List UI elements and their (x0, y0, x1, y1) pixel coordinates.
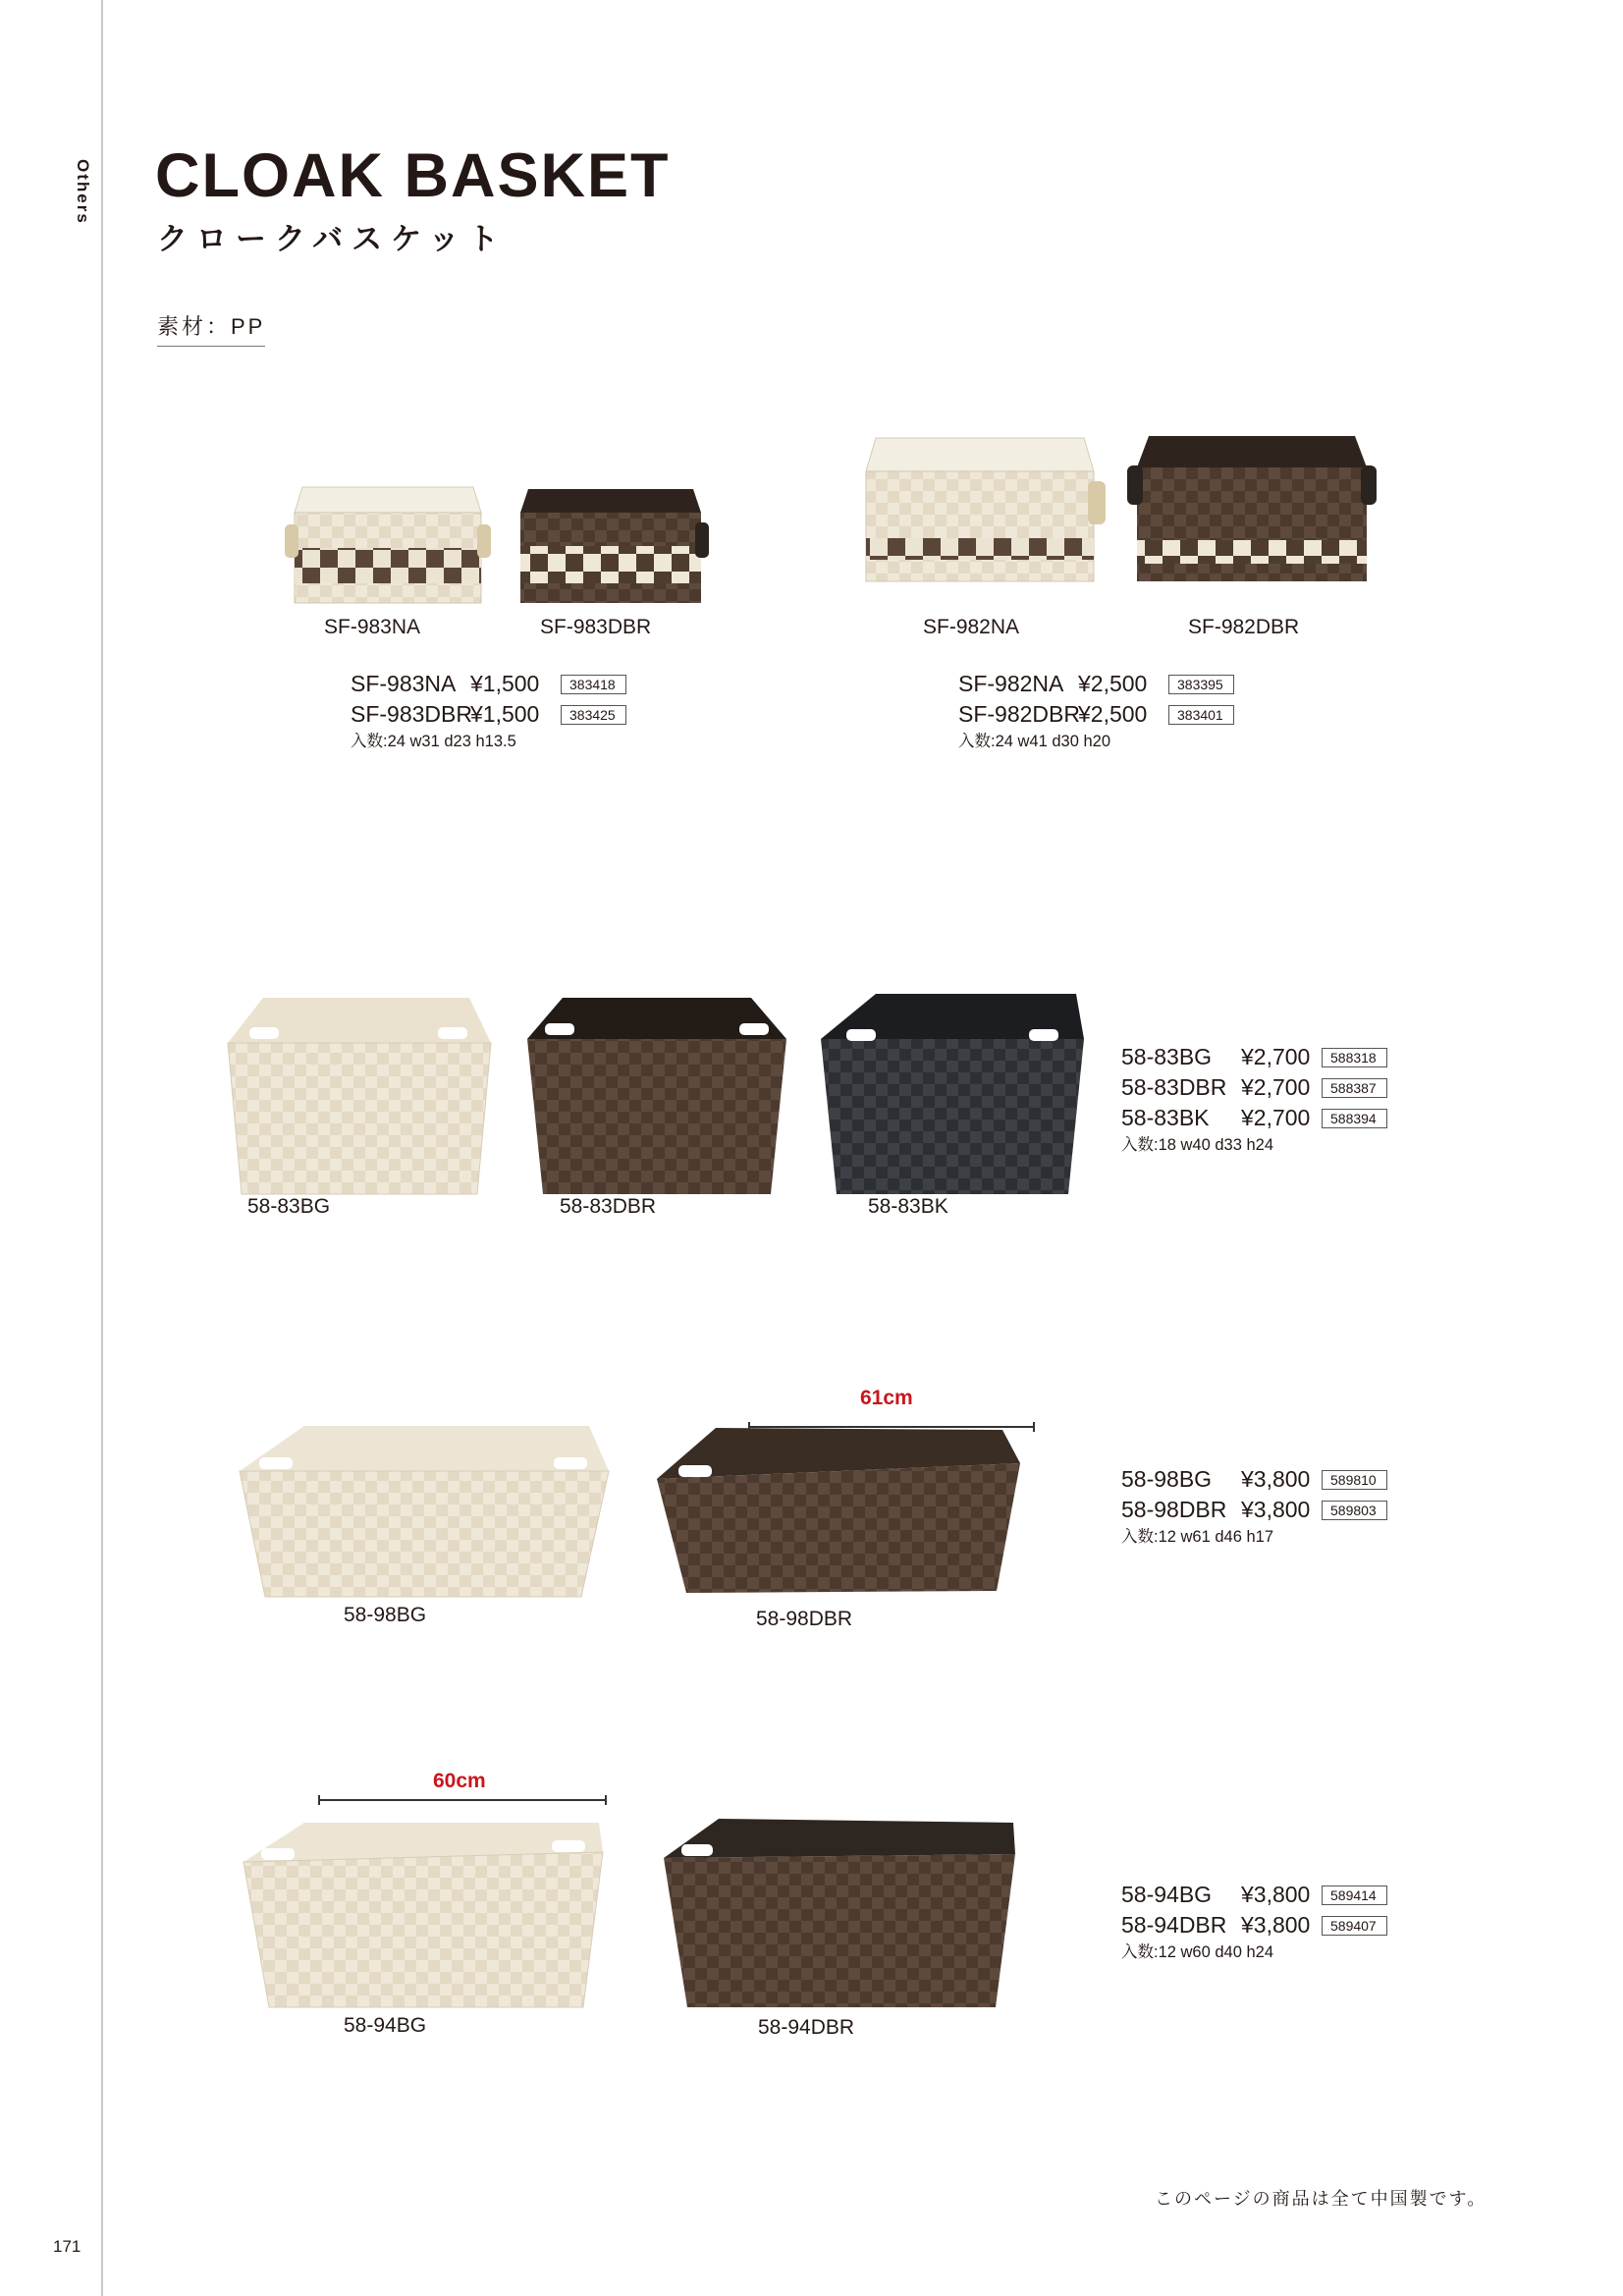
product-price: ¥3,800 (1241, 1912, 1311, 1938)
product-code: 58-83DBR (1121, 1074, 1227, 1100)
product-price: ¥2,700 (1241, 1074, 1311, 1100)
price-row (351, 673, 626, 695)
product-price: ¥3,800 (1241, 1497, 1311, 1522)
page-title: CLOAK BASKET (155, 141, 671, 210)
product-code: SF-983NA (351, 671, 457, 696)
product-price: ¥2,700 (1241, 1105, 1311, 1130)
product-price: ¥1,500 (470, 671, 540, 696)
price-row (1121, 1076, 1387, 1099)
material-label: 素材：PP (157, 310, 265, 347)
price-row (351, 703, 626, 726)
product-code: 58-98DBR (1121, 1497, 1227, 1522)
spec-line: 入数:12 w61 d46 h17 (1121, 1528, 1274, 1546)
dimension-line (319, 1799, 606, 1801)
jan-code: 589407 (1322, 1916, 1387, 1936)
jan-code: 383418 (561, 675, 626, 694)
price-row (1121, 1499, 1387, 1521)
caption-58-98dbr: 58-98DBR (756, 1608, 853, 1630)
product-code: SF-983DBR (351, 701, 472, 727)
basket-photo-sf-983dbr (513, 483, 709, 607)
product-code: 58-83BG (1121, 1044, 1213, 1069)
caption-58-94dbr: 58-94DBR (758, 2016, 855, 2039)
spec-line: 入数:24 w41 d30 h20 (958, 733, 1111, 750)
dimension-label: 60cm (433, 1770, 486, 1792)
basket-photo-sf-982dbr (1127, 432, 1379, 585)
caption-sf-983na: SF-983NA (324, 616, 421, 638)
product-code: 58-94DBR (1121, 1912, 1227, 1938)
spec-line: 入数:18 w40 d33 h24 (1121, 1136, 1274, 1154)
spec-line: 入数:24 w31 d23 h13.5 (351, 733, 516, 750)
product-code: 58-94BG (1121, 1882, 1213, 1907)
basket-photo-58-83bk (817, 990, 1088, 1198)
price-row (1121, 1046, 1387, 1068)
product-code: 58-98BG (1121, 1466, 1213, 1492)
dimension-line (749, 1426, 1034, 1428)
price-row (1121, 1107, 1387, 1129)
basket-photo-58-98dbr (653, 1424, 1024, 1597)
dimension-label: 61cm (860, 1387, 913, 1409)
price-row (1121, 1468, 1387, 1491)
jan-code: 383425 (561, 705, 626, 725)
page-subtitle: クロークバスケット (157, 222, 508, 256)
caption-58-83bg: 58-83BG (247, 1195, 331, 1218)
jan-code: 588387 (1322, 1078, 1387, 1098)
product-price: ¥3,800 (1241, 1882, 1311, 1907)
product-price: ¥2,500 (1078, 671, 1148, 696)
price-row (958, 703, 1234, 726)
product-code: 58-83BK (1121, 1105, 1210, 1130)
caption-58-94bg: 58-94BG (344, 2014, 427, 2037)
caption-sf-982na: SF-982NA (923, 616, 1020, 638)
basket-photo-58-94bg (240, 1819, 605, 2011)
product-price: ¥3,800 (1241, 1466, 1311, 1492)
jan-code: 589414 (1322, 1886, 1387, 1905)
price-row (1121, 1914, 1387, 1937)
basket-photo-58-83dbr (523, 994, 790, 1198)
product-price: ¥2,500 (1078, 701, 1148, 727)
spec-line: 入数:12 w60 d40 h24 (1121, 1943, 1274, 1961)
basket-photo-sf-983na (285, 479, 491, 607)
jan-code: 383401 (1168, 705, 1234, 725)
caption-58-83dbr: 58-83DBR (560, 1195, 657, 1218)
product-code: SF-982NA (958, 671, 1064, 696)
caption-58-83bk: 58-83BK (868, 1195, 948, 1218)
jan-code: 589810 (1322, 1470, 1387, 1490)
section-tab: Others (74, 159, 92, 225)
margin-rule (101, 0, 103, 2296)
basket-photo-sf-982na (852, 432, 1109, 585)
jan-code: 589803 (1322, 1501, 1387, 1520)
jan-code: 383395 (1168, 675, 1234, 694)
caption-sf-983dbr: SF-983DBR (540, 616, 652, 638)
jan-code: 588318 (1322, 1048, 1387, 1067)
price-row (1121, 1884, 1387, 1906)
jan-code: 588394 (1322, 1109, 1387, 1128)
origin-footnote: このページの商品は全て中国製です。 (1155, 2189, 1488, 2209)
basket-photo-58-94dbr (660, 1815, 1017, 2011)
product-price: ¥1,500 (470, 701, 540, 727)
price-row (958, 673, 1234, 695)
product-code: SF-982DBR (958, 701, 1080, 727)
basket-photo-58-98bg (236, 1422, 613, 1601)
caption-sf-982dbr: SF-982DBR (1188, 616, 1300, 638)
basket-photo-58-83bg (224, 994, 495, 1198)
caption-58-98bg: 58-98BG (344, 1604, 427, 1626)
page-number: 171 (53, 2237, 81, 2256)
product-price: ¥2,700 (1241, 1044, 1311, 1069)
